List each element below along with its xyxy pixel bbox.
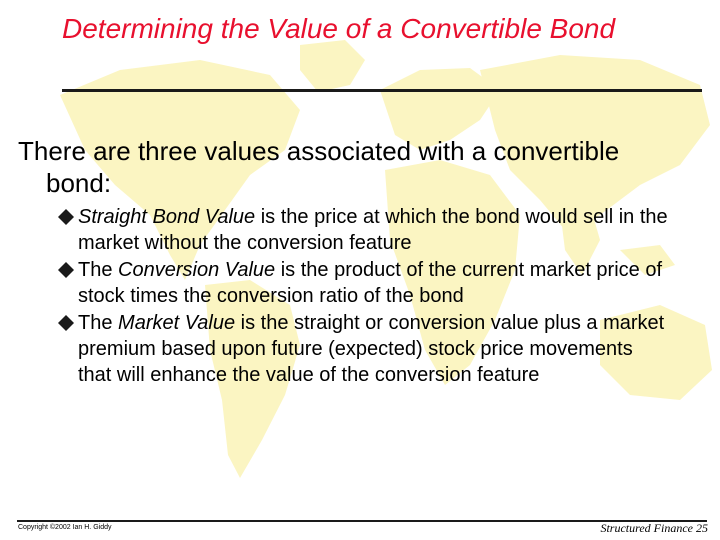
diamond-bullet-icon <box>58 209 74 225</box>
bullet-term: Conversion Value <box>118 259 276 281</box>
title-divider <box>62 89 702 92</box>
bullet-lead: The <box>78 312 119 334</box>
list-item <box>58 310 668 388</box>
list-item <box>58 257 668 309</box>
bullet-lead: The <box>78 259 119 281</box>
bullet-list <box>58 204 668 389</box>
bullet-term: Market Value <box>118 312 236 334</box>
bullet-text: is the price at which the bond would sell in the market without the conversion feature <box>78 206 668 254</box>
bullet-text: is the product of the current market price of stock times the conversion ratio of the bond <box>78 259 663 307</box>
list-item <box>58 204 668 256</box>
slide-title: Determining the Value of a Convertible Bond <box>62 13 616 44</box>
bullet-text: is the straight or conversion value plus a market premium based upon future (expected) stock price movements that will enhance the value of the conversion feature <box>78 312 665 386</box>
intro-text: There are three values associated with a convertible bond: <box>18 136 620 198</box>
diamond-bullet-icon <box>58 262 74 278</box>
footer-course-page: Structured Finance 25 <box>600 521 708 535</box>
diamond-bullet-icon <box>58 315 74 331</box>
bullet-term: Straight Bond Value <box>78 206 256 228</box>
copyright-notice: Copyright ©2002 Ian H. Giddy <box>18 524 112 531</box>
